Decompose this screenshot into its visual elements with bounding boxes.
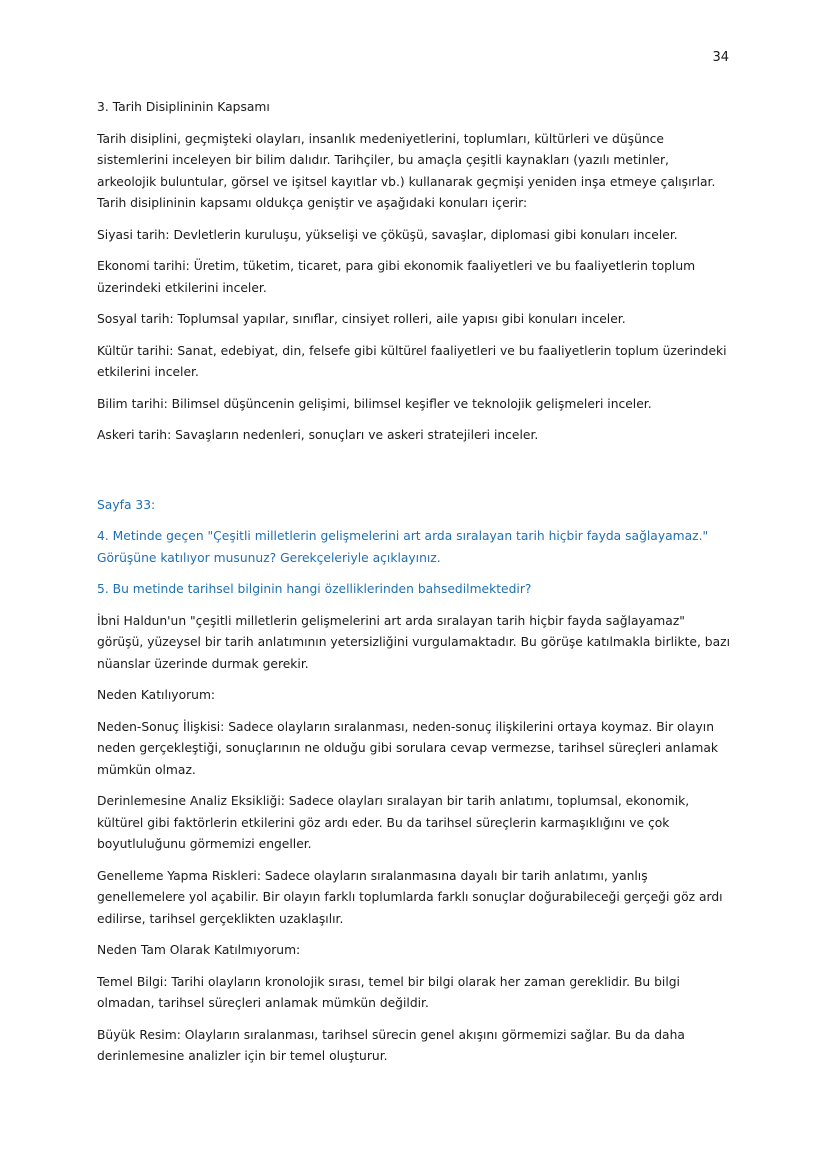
intro-paragraph: Tarih disiplini, geçmişteki olayları, insanlık medeniyetlerini, toplumları, kültürleri ve düşünce sistemlerini inceleyen bir bilim dalıdır. Tarihçiler, bu amaçla çeşitli kaynakları (yazılı metinler, arkeolojik buluntular, görsel ve işitsel kayıtlar vb.) kullanarak geçmişi yeniden inşa etmeye çalışırlar. Tarih disiplininin kapsamı oldukça geniştir ve aşağıdaki konuları içerir: [97, 131, 716, 210]
question-4: 4. Metinde geçen "Çeşitli milletlerin gelişmelerini art arda sıralayan tarih hiçbir fayda sağlayamaz." Görüşüne katılıyor musunuz? Gerekçeleriyle açıklayınız. [97, 529, 709, 565]
disagree-item-big-picture: Büyük Resim: Olayların sıralanması, tarihsel sürecin genel akışını görmemizi sağlar. Bu da daha derinlemesine analizler için bir temel oluşturur. [97, 1027, 685, 1063]
disagree-heading: Neden Tam Olarak Katılmıyorum: [97, 943, 301, 957]
page-number: 34 [712, 50, 729, 65]
agree-item-generalization: Genelleme Yapma Riskleri: Sadece olayların sıralanmasına dayalı bir tarih anlatımı, yanlış genellemelere yol açabilir. Bir olayın farklı toplumlarda farklı sonuçlar doğurabileceği gerçeği göz ardı edilirse, tarihsel gerçeklikten uzaklaşılır. [97, 868, 723, 926]
sayfa-heading: Sayfa 33: [97, 497, 156, 512]
agree-item-analysis: Derinlemesine Analiz Eksikliği: Sadece olayları sıralayan bir tarih anlatımı, toplumsal, ekonomik, kültürel gibi faktörlerin etkilerini göz ardı eder. Bu da tarihsel süreçlerin karmaşıklığını ve çok boyutluluğunu görmemizi engeller. [97, 794, 690, 851]
scope-item-social: Sosyal tarih: Toplumsal yapılar, sınıflar, cinsiyet rolleri, aile yapısı gibi konuları inceler. [97, 312, 626, 326]
question-5: 5. Bu metinde tarihsel bilginin hangi özelliklerinden bahsedilmektedir? [97, 582, 532, 596]
section-gap [97, 457, 731, 495]
scope-item-science: Bilim tarihi: Bilimsel düşüncenin gelişimi, bilimsel keşifler ve teknolojik gelişmeleri inceler. [97, 396, 652, 411]
scope-item-military: Askeri tarih: Savaşların nedenleri, sonuçları ve askeri stratejileri inceler. [97, 428, 539, 442]
answer-intro: İbni Haldun'un "çeşitli milletlerin gelişmelerini art arda sıralayan tarih hiçbir fayda sağlayamaz" görüşü, yüzeysel bir tarih anlatımının yetersizliğini vurgulamaktadır. Bu görüşe katılmakla birlikte, bazı nüanslar üzerinde durmak gerekir. [97, 613, 731, 671]
section-title: 3. Tarih Disiplininin Kapsamı [97, 100, 270, 114]
scope-item-political: Siyasi tarih: Devletlerin kuruluşu, yükselişi ve çöküşü, savaşlar, diplomasi gibi konuları inceler. [97, 227, 678, 242]
scope-item-economic: Ekonomi tarihi: Üretim, tüketim, ticaret, para gibi ekonomik faaliyetleri ve bu faaliyetlerin toplum üzerindeki etkilerini inceler. [97, 259, 696, 295]
disagree-item-basic-info: Temel Bilgi: Tarihi olayların kronolojik sırası, temel bir bilgi olarak her zaman gereklidir. Bu bilgi olmadan, tarihsel süreçleri anlamak mümkün değildir. [97, 974, 680, 1010]
agree-item-cause-effect: Neden-Sonuç İlişkisi: Sadece olayların sıralanması, neden-sonuç ilişkilerini ortaya koymaz. Bir olayın neden gerçekleştiği, sonuçlarının ne olduğu gibi sorulara cevap vermezse, tarihsel süreçleri anlamak mümkün olmaz. [97, 719, 719, 777]
scope-item-cultural: Kültür tarihi: Sanat, edebiyat, din, felsefe gibi kültürel faaliyetleri ve bu faaliyetlerin toplum üzerindeki etkilerini inceler. [97, 343, 727, 379]
agree-heading: Neden Katılıyorum: [97, 688, 216, 702]
document-body [97, 97, 731, 1078]
